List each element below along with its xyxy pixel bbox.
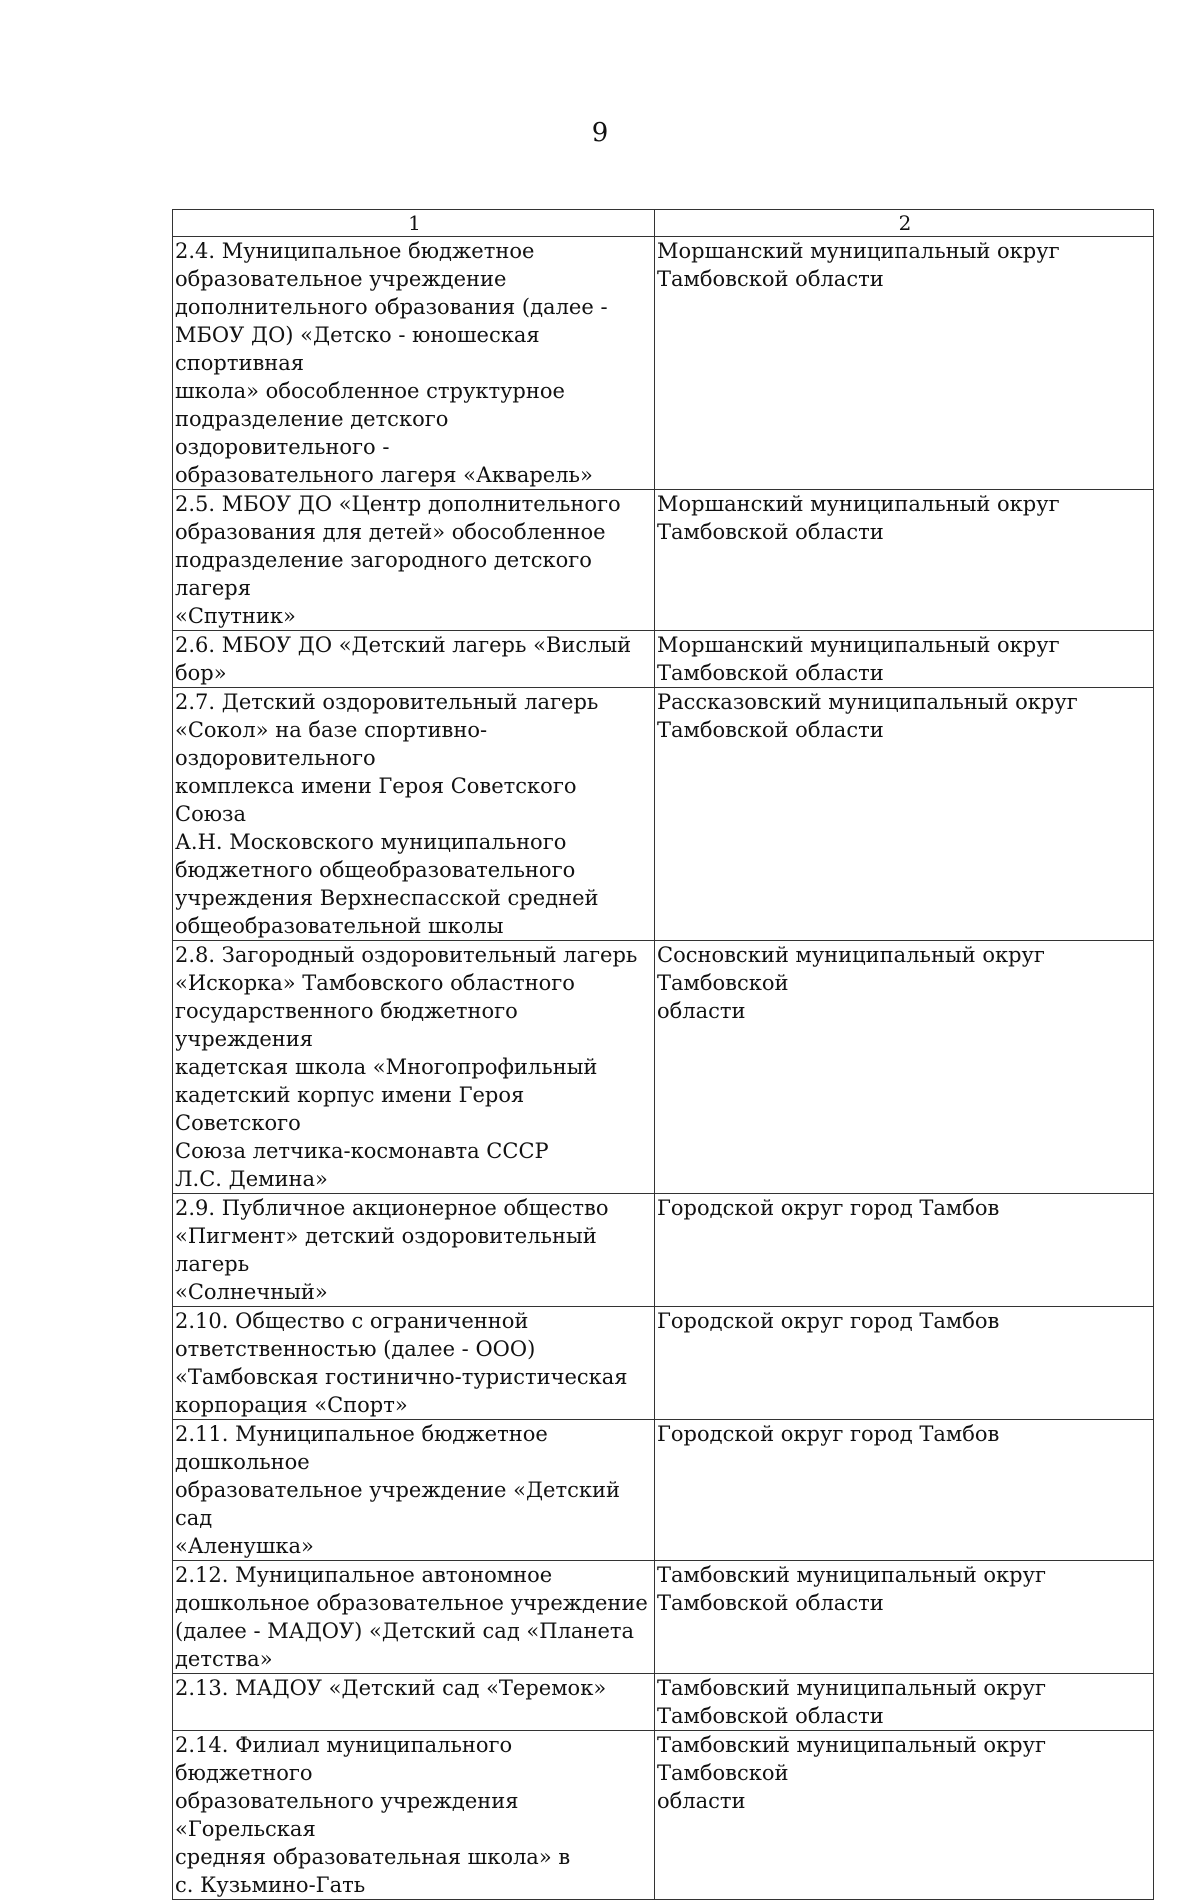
institution-name-cell: 2.4. Муниципальное бюджетное образовательное учреждение дополнительного образования (далее - МБОУ ДО) «Детско - юношеская спортивная школа» обособленное структурное подразделение детского оздоровительного - образовательного лагеря «Акварель»	[173, 237, 655, 490]
institution-name-cell: 2.8. Загородный оздоровительный лагерь «Искорка» Тамбовского областного государственного бюджетного учреждения кадетская школа «Многопрофильный кадетский корпус имени Героя Советского Союза летчика-космонавта СССР Л.С. Демина»	[173, 941, 655, 1194]
table-row	[173, 1420, 1154, 1561]
institution-name-cell: 2.7. Детский оздоровительный лагерь «Сокол» на базе спортивно-оздоровительного комплекса имени Героя Советского Союза А.Н. Московского муниципального бюджетного общеобразовательного учреждения Верхнеспасской средней общеобразовательной школы	[173, 688, 655, 941]
district-cell: Городской округ город Тамбов	[655, 1307, 1154, 1420]
district-cell: Моршанский муниципальный округ Тамбовской области	[655, 237, 1154, 490]
district-cell: Городской округ город Тамбов	[655, 1420, 1154, 1561]
district-cell: Тамбовский муниципальный округ Тамбовской области	[655, 1674, 1154, 1731]
district-cell: Тамбовский муниципальный округ Тамбовской области	[655, 1731, 1154, 1900]
table-row	[173, 1674, 1154, 1731]
district-cell: Моршанский муниципальный округ Тамбовской области	[655, 631, 1154, 688]
table-row	[173, 688, 1154, 941]
institution-name-cell: 2.14. Филиал муниципального бюджетного образовательного учреждения «Горельская средняя образовательная школа» в с. Кузьмино-Гать	[173, 1731, 655, 1900]
table-row	[173, 1561, 1154, 1674]
table-header-row	[173, 210, 1154, 237]
institution-name-cell: 2.9. Публичное акционерное общество «Пигмент» детский оздоровительный лагерь «Солнечный»	[173, 1194, 655, 1307]
district-cell: Сосновский муниципальный округ Тамбовской области	[655, 941, 1154, 1194]
column-header-2: 2	[655, 210, 1154, 237]
institution-name-cell: 2.10. Общество с ограниченной ответственностью (далее - ООО) «Тамбовская гостинично-туристическая корпорация «Спорт»	[173, 1307, 655, 1420]
institution-name-cell: 2.13. МАДОУ «Детский сад «Теремок»	[173, 1674, 655, 1731]
table-row	[173, 631, 1154, 688]
district-cell: Рассказовский муниципальный округ Тамбовской области	[655, 688, 1154, 941]
table-row	[173, 1731, 1154, 1900]
institution-name-cell: 2.12. Муниципальное автономное дошкольное образовательное учреждение (далее - МАДОУ) «Детский сад «Планета детства»	[173, 1561, 655, 1674]
institution-name-cell: 2.5. МБОУ ДО «Центр дополнительного образования для детей» обособленное подразделение загородного детского лагеря «Спутник»	[173, 490, 655, 631]
table-row	[173, 490, 1154, 631]
table-row	[173, 1307, 1154, 1420]
table-row	[173, 237, 1154, 490]
institution-name-cell: 2.6. МБОУ ДО «Детский лагерь «Вислый бор»	[173, 631, 655, 688]
table-row	[173, 1194, 1154, 1307]
table-row	[173, 941, 1154, 1194]
district-cell: Тамбовский муниципальный округ Тамбовской области	[655, 1561, 1154, 1674]
page-number: 9	[591, 118, 609, 148]
institution-name-cell: 2.11. Муниципальное бюджетное дошкольное образовательное учреждение «Детский сад «Аленушка»	[173, 1420, 655, 1561]
camps-table	[172, 209, 1154, 1900]
column-header-1: 1	[173, 210, 655, 237]
district-cell: Городской округ город Тамбов	[655, 1194, 1154, 1307]
district-cell: Моршанский муниципальный округ Тамбовской области	[655, 490, 1154, 631]
